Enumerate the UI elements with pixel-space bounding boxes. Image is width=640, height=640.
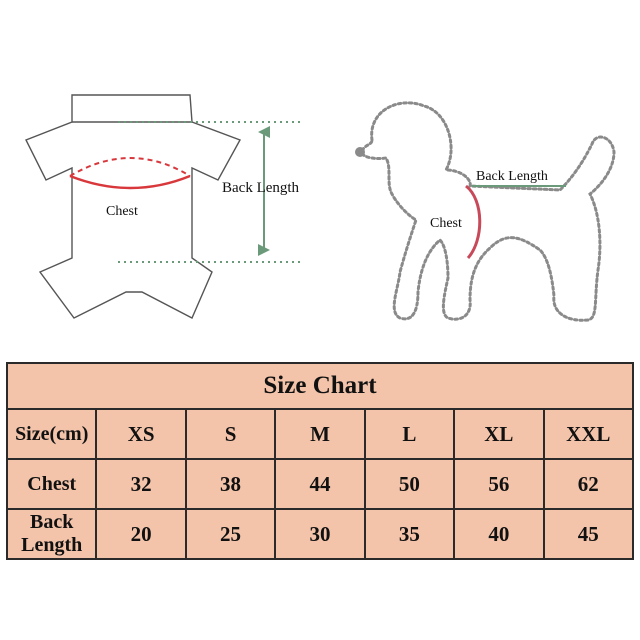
- measurement-cell: 30: [275, 509, 364, 559]
- garment-chest-label: Chest: [106, 204, 138, 219]
- measurement-cell: 40: [454, 509, 543, 559]
- table-row: [7, 509, 633, 559]
- size-chart-title: Size Chart: [7, 363, 633, 409]
- dog-back-length-label: Back Length: [476, 169, 548, 184]
- measurement-cell: 62: [544, 459, 633, 509]
- dog-chest-measure: [466, 186, 480, 258]
- row-label: Back Length: [7, 509, 96, 559]
- measurement-cell: 50: [365, 459, 454, 509]
- size-header-cell: M: [275, 409, 364, 459]
- measurement-cell: 25: [186, 509, 275, 559]
- measurement-cell: 38: [186, 459, 275, 509]
- dog-chest-label: Chest: [430, 216, 462, 231]
- size-header-cell: S: [186, 409, 275, 459]
- garment-back-length-label: Back Length: [222, 180, 300, 196]
- measurement-cell: 20: [96, 509, 185, 559]
- size-header-cell: XXL: [544, 409, 633, 459]
- measurement-cell: 45: [544, 509, 633, 559]
- measurement-cell: 35: [365, 509, 454, 559]
- size-header-cell: XS: [96, 409, 185, 459]
- size-header-cell: XL: [454, 409, 543, 459]
- row-label: Chest: [7, 459, 96, 509]
- size-header-row: [7, 409, 633, 459]
- table-row: [7, 459, 633, 509]
- dog-nose-icon: [355, 147, 365, 157]
- size-header-label: Size(cm): [7, 409, 96, 459]
- measurement-cell: 32: [96, 459, 185, 509]
- size-header-cell: L: [365, 409, 454, 459]
- measurement-cell: 44: [275, 459, 364, 509]
- size-chart-table: [6, 362, 634, 560]
- measurement-cell: 56: [454, 459, 543, 509]
- dog-outline: [362, 103, 614, 320]
